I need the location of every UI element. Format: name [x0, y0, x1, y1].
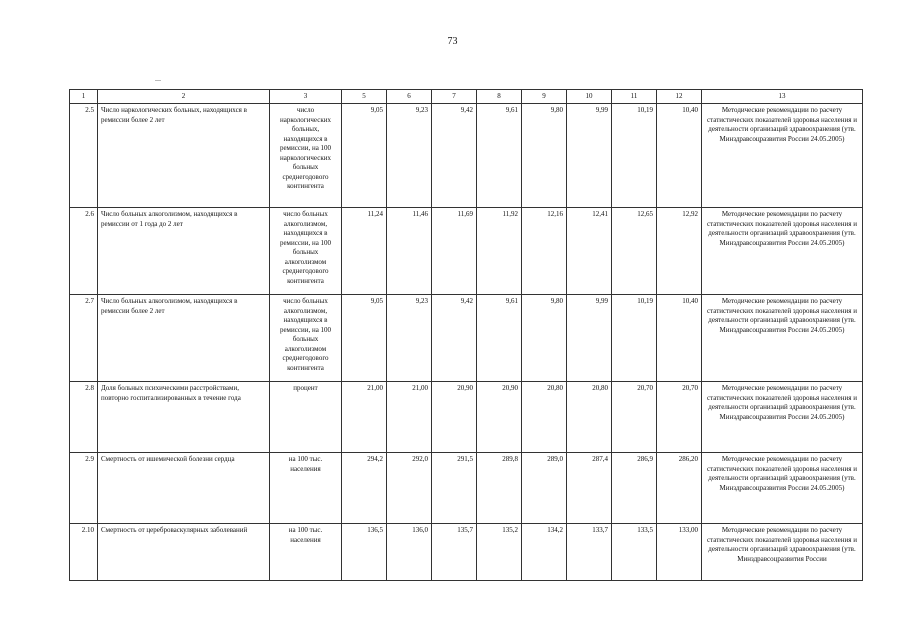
value-cell: 11,69	[432, 208, 477, 295]
header-cell: 1	[70, 90, 98, 104]
unit-cell: число больных алкоголизмом, находящихся в ремиссии, на 100 больных алкоголизмом среднегодового контингента	[270, 208, 342, 295]
header-cell: 13	[702, 90, 863, 104]
value-cell: 135,7	[432, 524, 477, 581]
header-cell: 9	[522, 90, 567, 104]
row-number: 2.5	[70, 104, 98, 208]
table-row	[70, 524, 863, 581]
value-cell: 9,61	[477, 104, 522, 208]
value-cell: 294,2	[342, 453, 387, 524]
value-cell: 10,40	[657, 104, 702, 208]
value-cell: 9,61	[477, 295, 522, 382]
value-cell: 291,5	[432, 453, 477, 524]
header-row	[70, 90, 863, 104]
header-cell: 6	[387, 90, 432, 104]
value-cell: 9,23	[387, 104, 432, 208]
value-cell: 10,40	[657, 295, 702, 382]
value-cell: 289,8	[477, 453, 522, 524]
scan-mark	[155, 80, 161, 81]
table-row	[70, 453, 863, 524]
value-cell: 9,80	[522, 295, 567, 382]
value-cell: 287,4	[567, 453, 612, 524]
value-cell: 21,00	[387, 382, 432, 453]
value-cell: 20,90	[432, 382, 477, 453]
indicator-name: Смертность от цереброваскулярных заболеваний	[98, 524, 270, 581]
value-cell: 286,9	[612, 453, 657, 524]
value-cell: 9,42	[432, 104, 477, 208]
header-cell: 5	[342, 90, 387, 104]
unit-cell: процент	[270, 382, 342, 453]
table-row	[70, 382, 863, 453]
value-cell: 289,0	[522, 453, 567, 524]
row-number: 2.6	[70, 208, 98, 295]
source-cell: Методические рекомендации по расчету статистических показателей здоровья населения и деятельности организаций здравоохранения (утв. Минздравсоцразвития России 24.05.2005)	[702, 104, 863, 208]
value-cell: 12,41	[567, 208, 612, 295]
row-number: 2.8	[70, 382, 98, 453]
value-cell: 20,80	[522, 382, 567, 453]
source-cell: Методические рекомендации по расчету статистических показателей здоровья населения и деятельности организаций здравоохранения (утв. Минздравсоцразвития России 24.05.2005)	[702, 208, 863, 295]
value-cell: 10,19	[612, 104, 657, 208]
value-cell: 20,90	[477, 382, 522, 453]
value-cell: 20,70	[612, 382, 657, 453]
value-cell: 10,19	[612, 295, 657, 382]
table-row	[70, 104, 863, 208]
header-cell: 12	[657, 90, 702, 104]
indicator-name: Смертность от ишемической болезни сердца	[98, 453, 270, 524]
value-cell: 20,80	[567, 382, 612, 453]
value-cell: 9,99	[567, 295, 612, 382]
value-cell: 11,92	[477, 208, 522, 295]
unit-cell: число больных алкоголизмом, находящихся в ремиссии, на 100 больных алкоголизмом среднегодового контингента	[270, 295, 342, 382]
indicators-table	[69, 89, 863, 581]
value-cell: 9,99	[567, 104, 612, 208]
table-row	[70, 295, 863, 382]
value-cell: 286,20	[657, 453, 702, 524]
source-cell: Методические рекомендации по расчету статистических показателей здоровья населения и деятельности организаций здравоохранения (утв. Минздравсоцразвития России	[702, 524, 863, 581]
value-cell: 136,0	[387, 524, 432, 581]
value-cell: 11,24	[342, 208, 387, 295]
header-cell: 2	[98, 90, 270, 104]
value-cell: 21,00	[342, 382, 387, 453]
header-cell: 10	[567, 90, 612, 104]
table-row	[70, 208, 863, 295]
row-number: 2.7	[70, 295, 98, 382]
value-cell: 9,05	[342, 295, 387, 382]
unit-cell: на 100 тыс. населения	[270, 453, 342, 524]
header-cell: 7	[432, 90, 477, 104]
value-cell: 11,46	[387, 208, 432, 295]
unit-cell: число наркологических больных, находящихся в ремиссии, на 100 наркологических больных среднегодового контингента	[270, 104, 342, 208]
header-cell: 11	[612, 90, 657, 104]
value-cell: 9,23	[387, 295, 432, 382]
value-cell: 12,92	[657, 208, 702, 295]
value-cell: 9,05	[342, 104, 387, 208]
value-cell: 134,2	[522, 524, 567, 581]
indicator-name: Число больных алкоголизмом, находящихся в ремиссии от 1 года до 2 лет	[98, 208, 270, 295]
value-cell: 133,5	[612, 524, 657, 581]
value-cell: 20,70	[657, 382, 702, 453]
row-number: 2.10	[70, 524, 98, 581]
value-cell: 12,65	[612, 208, 657, 295]
value-cell: 292,0	[387, 453, 432, 524]
indicator-name: Доля больных психическими расстройствами, повторно госпитализированных в течение года	[98, 382, 270, 453]
value-cell: 9,80	[522, 104, 567, 208]
indicator-name: Число наркологических больных, находящихся в ремиссии более 2 лет	[98, 104, 270, 208]
page-number: 73	[447, 36, 458, 47]
source-cell: Методические рекомендации по расчету статистических показателей здоровья населения и деятельности организаций здравоохранения (утв. Минздравсоцразвития России 24.05.2005)	[702, 295, 863, 382]
value-cell: 12,16	[522, 208, 567, 295]
value-cell: 133,00	[657, 524, 702, 581]
unit-cell: на 100 тыс. населения	[270, 524, 342, 581]
source-cell: Методические рекомендации по расчету статистических показателей здоровья населения и деятельности организаций здравоохранения (утв. Минздравсоцразвития России 24.05.2005)	[702, 382, 863, 453]
row-number: 2.9	[70, 453, 98, 524]
source-cell: Методические рекомендации по расчету статистических показателей здоровья населения и деятельности организаций здравоохранения (утв. Минздравсоцразвития России 24.05.2005)	[702, 453, 863, 524]
header-cell: 3	[270, 90, 342, 104]
value-cell: 9,42	[432, 295, 477, 382]
value-cell: 135,2	[477, 524, 522, 581]
indicator-name: Число больных алкоголизмом, находящихся в ремиссии более 2 лет	[98, 295, 270, 382]
value-cell: 136,5	[342, 524, 387, 581]
header-cell: 8	[477, 90, 522, 104]
value-cell: 133,7	[567, 524, 612, 581]
